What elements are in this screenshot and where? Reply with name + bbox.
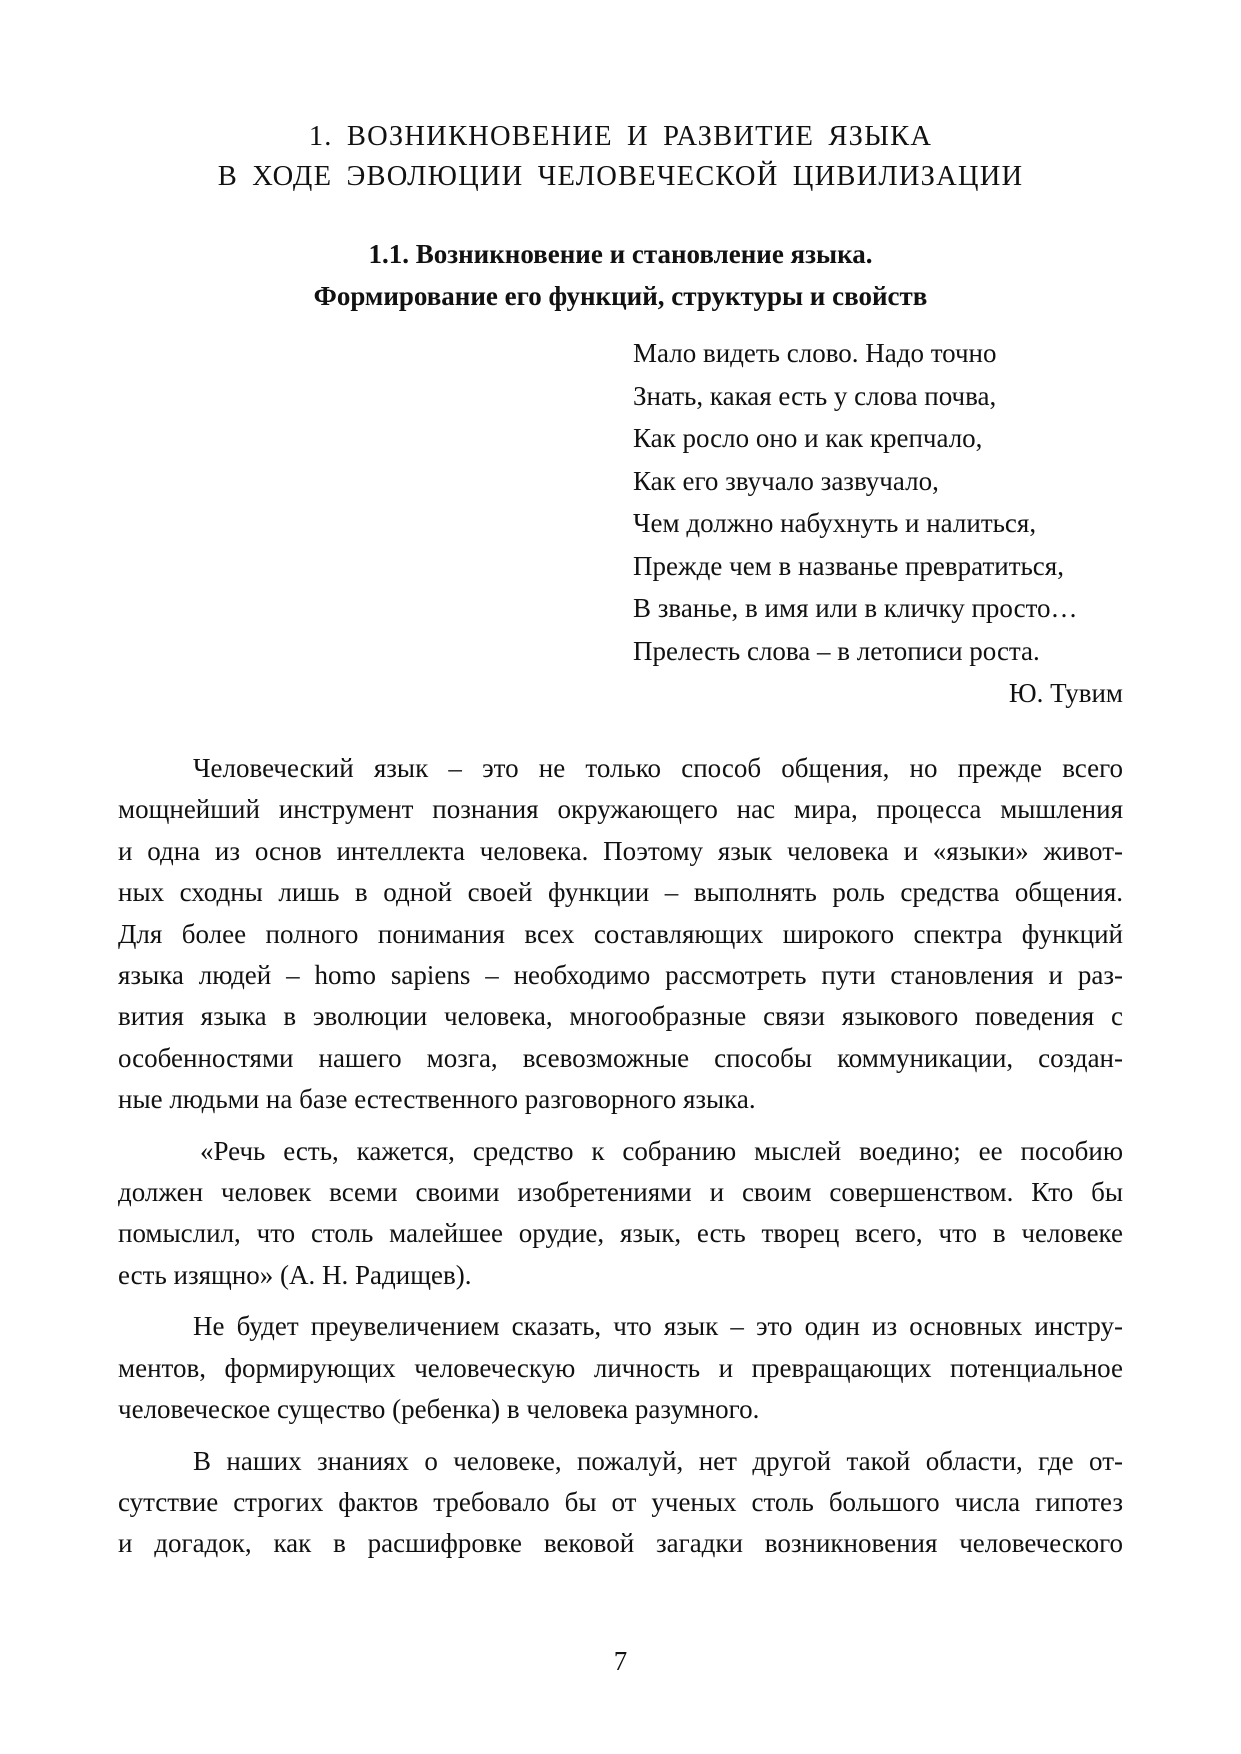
page-number: 7 bbox=[613, 1646, 628, 1676]
body-text bbox=[118, 748, 1123, 1575]
text-line: В наших знаниях о человеке, пожалуй, нет другой такой области, где от- bbox=[193, 1445, 1123, 1476]
text-line: особенностями нашего мозга, всевозможные способы коммуникации, создан- bbox=[118, 1042, 1123, 1073]
chapter-title bbox=[150, 117, 1091, 197]
epigraph-line: Знать, какая есть у слова почва, bbox=[633, 380, 997, 411]
paragraph bbox=[118, 1441, 1123, 1565]
epigraph-line: Как росло оно и как крепчало, bbox=[633, 423, 983, 453]
section-title-line: Формирование его функций, структуры и свойств bbox=[313, 281, 928, 311]
epigraph-line: Как его звучало зазвучало, bbox=[633, 465, 939, 496]
text-line: помыслил, что столь малейшее орудие, язык, есть творец всего, что в человеке bbox=[118, 1218, 1123, 1249]
text-line: и одна из основ интеллекта человека. Поэтому язык человека и «языки» живот- bbox=[118, 835, 1123, 866]
text-line: «Речь есть, кажется, средство к собранию мыслей воедино; ее пособию bbox=[200, 1135, 1123, 1166]
text-line: и догадок, как в расшифровке вековой загадки возникновения человеческого bbox=[118, 1528, 1123, 1559]
paragraph bbox=[118, 748, 1123, 1121]
epigraph-line: Прежде чем в названье превратиться, bbox=[633, 550, 1064, 581]
text-line: должен человек всеми своими изобретениями и своим совершенством. Кто бы bbox=[118, 1177, 1123, 1208]
text-line: языка людей – homo sapiens – необходимо рассмотреть пути становления и раз- bbox=[118, 960, 1123, 991]
epigraph bbox=[633, 332, 1123, 672]
text-line: человеческое существо (ребенка) в человека разумного. bbox=[118, 1394, 760, 1425]
text-line: есть изящно» (А. Н. Радищев). bbox=[118, 1259, 472, 1290]
epigraph-line: Прелесть слова – в летописи роста. bbox=[633, 635, 1040, 666]
paragraph bbox=[118, 1131, 1123, 1297]
text-line: Для более полного понимания всех составляющих широкого спектра функций bbox=[118, 918, 1123, 949]
section-title bbox=[150, 233, 1091, 317]
text-line: ных сходны лишь в одной своей функции – выполнять роль средства общения. bbox=[118, 877, 1123, 908]
epigraph-author: Ю. Тувим bbox=[1008, 678, 1123, 708]
chapter-title-line: 1. ВОЗНИКНОВЕНИЕ И РАЗВИТИЕ ЯЗЫКА bbox=[308, 121, 933, 152]
text-line: сутствие строгих фактов требовало бы от ученых столь большого числа гипотез bbox=[118, 1486, 1123, 1517]
epigraph-line: Чем должно набухнуть и налиться, bbox=[633, 508, 1037, 538]
paragraph bbox=[118, 1306, 1123, 1430]
text-line: Человеческий язык – это не только способ общения, но прежде всего bbox=[193, 753, 1123, 783]
section-title-line: 1.1. Возникновение и становление языка. bbox=[368, 239, 873, 269]
chapter-title-line: В ХОДЕ ЭВОЛЮЦИИ ЧЕЛОВЕЧЕСКОЙ ЦИВИЛИЗАЦИИ bbox=[217, 161, 1024, 192]
text-line: Не будет преувеличением сказать, что язык – это один из основных инстру- bbox=[193, 1311, 1123, 1342]
text-line: мощнейший инструмент познания окружающего нас мира, процесса мышления bbox=[118, 794, 1123, 825]
text-line: ные людьми на базе естественного разговорного языка. bbox=[118, 1084, 756, 1115]
epigraph-line: Мало видеть слово. Надо точно bbox=[633, 338, 997, 368]
text-line: ментов, формирующих человеческую личность и превращающих потенциальное bbox=[118, 1352, 1123, 1383]
text-line: вития языка в эволюции человека, многообразные связи языкового поведения с bbox=[118, 1001, 1123, 1032]
epigraph-line: В званье, в имя или в кличку просто… bbox=[633, 593, 1078, 623]
